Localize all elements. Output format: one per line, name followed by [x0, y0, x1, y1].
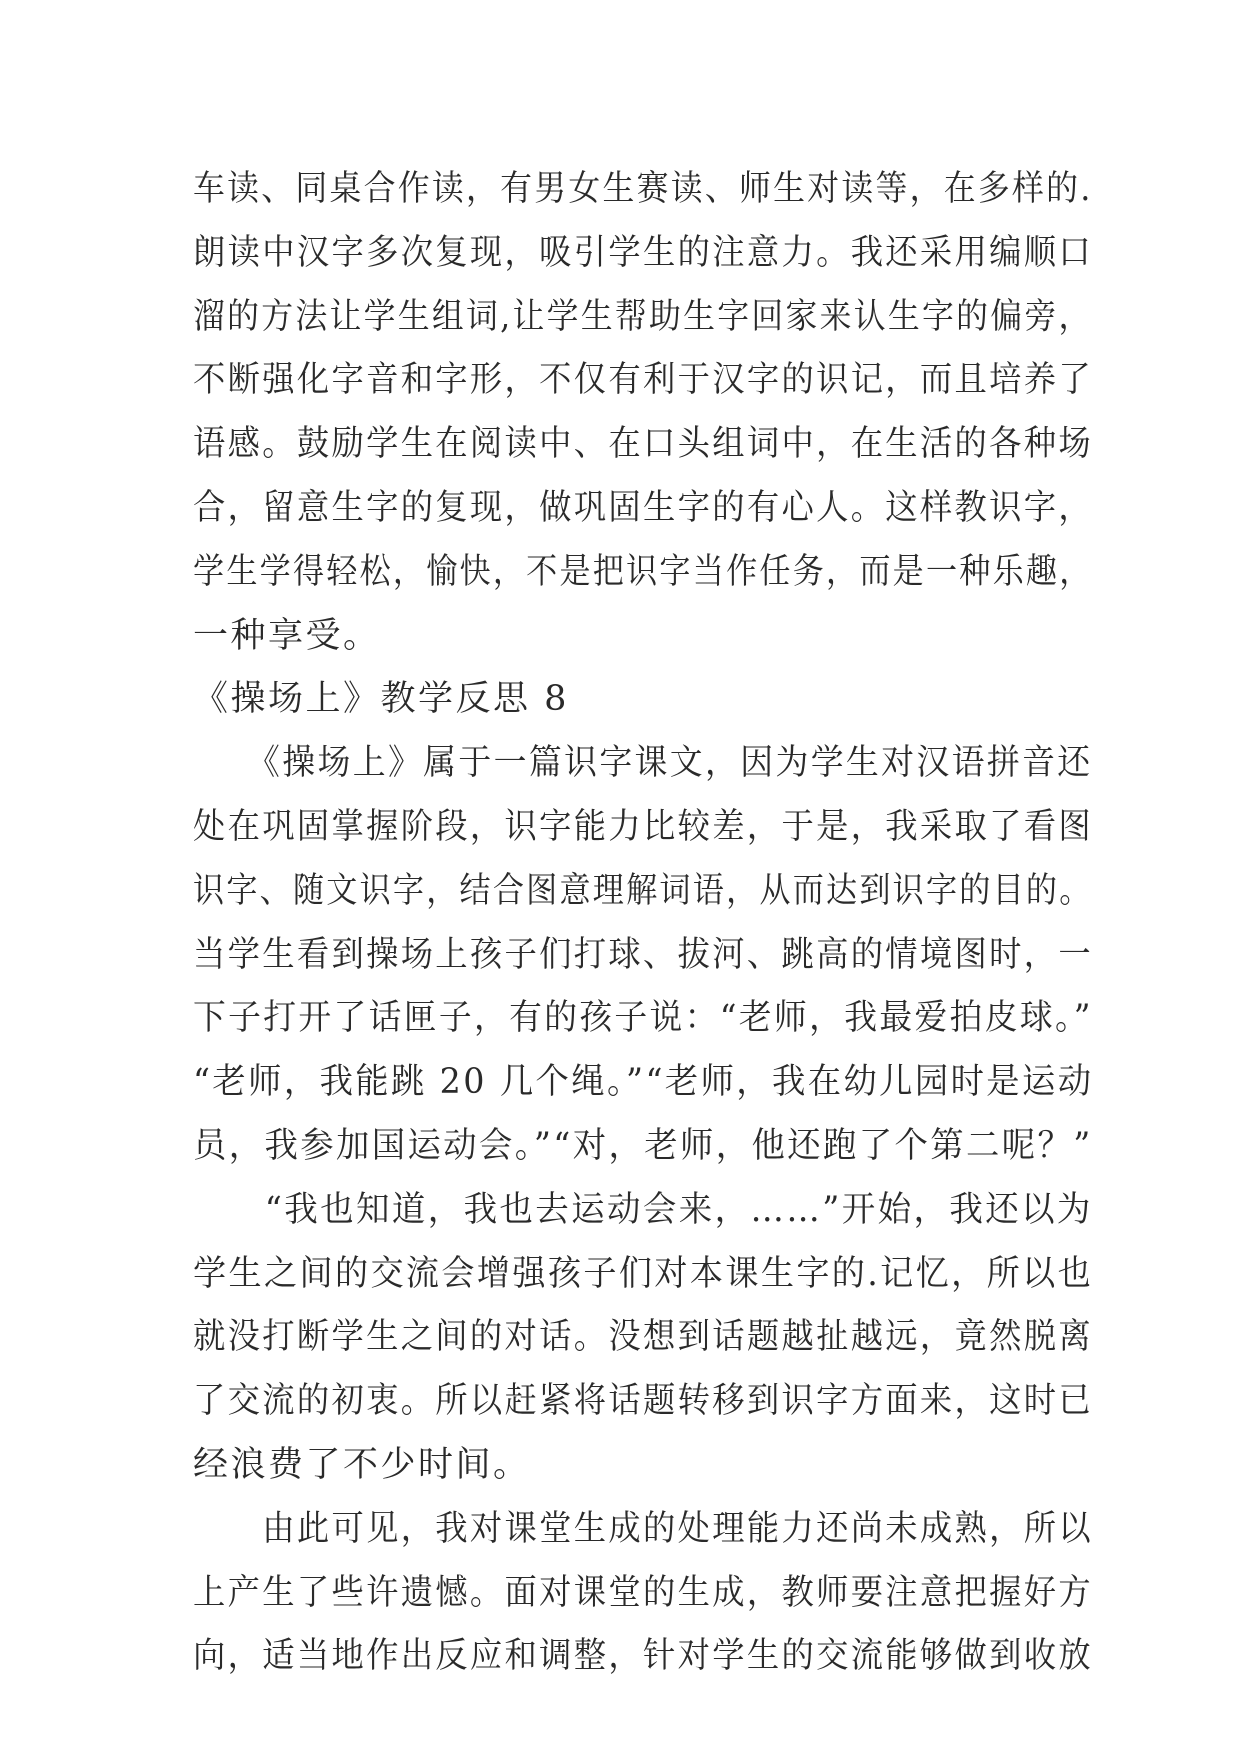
text-line: 处在巩固掌握阶段，识字能力比较差，于是，我采取了看图	[193, 806, 1094, 847]
text-line: 了交流的初衷。所以赶紧将话题转移到识字方面来，这时已	[193, 1381, 1094, 1422]
text-line: “我也知道，我也去运动会来，……”开始，我还以为	[193, 1189, 1093, 1230]
text-line: 向，适当地作出反应和调整，针对学生的交流能够做到收放	[193, 1636, 1094, 1677]
text-line: 学生学得轻松，愉快，不是把识字当作任务，而是一种乐趣，	[193, 551, 1093, 592]
text-line: 员，我参加国运动会。”“对，老师，他还跑了个第二呢？”	[193, 1125, 1093, 1166]
text-line: “老师，我能跳 20 几个绳。”“老师，我在幼儿园时是运动	[193, 1062, 1094, 1103]
text-line: 一种享受。	[193, 615, 381, 656]
text-line: 由此可见，我对课堂生成的处理能力还尚未成熟，所以	[193, 1508, 1094, 1549]
text-line: 上产生了些许遗憾。面对课堂的生成，教师要注意把握好方	[193, 1572, 1094, 1613]
text-line: 当学生看到操场上孩子们打球、拔河、跳高的情境图时，一	[193, 934, 1094, 975]
body-text	[193, 158, 1093, 1689]
text-line: 语感。鼓励学生在阅读中、在口头组词中，在生活的各种场	[193, 424, 1094, 465]
text-line: 学生之间的交流会增强孩子们对本课生字的.记忆，所以也	[193, 1253, 1094, 1294]
text-line: 车读、同桌合作读，有男女生赛读、师生对读等，在多样的.	[193, 169, 1093, 209]
text-line: 溜的方法让学生组词,让学生帮助生字回家来认生字的偏旁，	[193, 296, 1093, 337]
text-line: 《操场上》属于一篇识字课文，因为学生对汉语拼音还	[193, 743, 1093, 784]
section-heading: 《操场上》教学反思 8	[193, 679, 569, 720]
text-line: 朗读中汉字多次复现，吸引学生的注意力。我还采用编顺口	[193, 232, 1094, 273]
text-line: 经浪费了不少时间。	[193, 1444, 531, 1485]
text-line: 不断强化字音和字形，不仅有利于汉字的识记，而且培养了	[193, 360, 1094, 401]
text-line: 合，留意生字的复现，做巩固生字的有心人。这样教识字，	[193, 487, 1094, 528]
text-line: 下子打开了话匣子，有的孩子说：“老师，我最爱拍皮球。”	[193, 998, 1093, 1039]
text-line: 就没打断学生之间的对话。没想到话题越扯越远，竟然脱离	[193, 1317, 1094, 1358]
text-line: 识字、随文识字，结合图意理解词语，从而达到识字的目的。	[193, 870, 1093, 911]
